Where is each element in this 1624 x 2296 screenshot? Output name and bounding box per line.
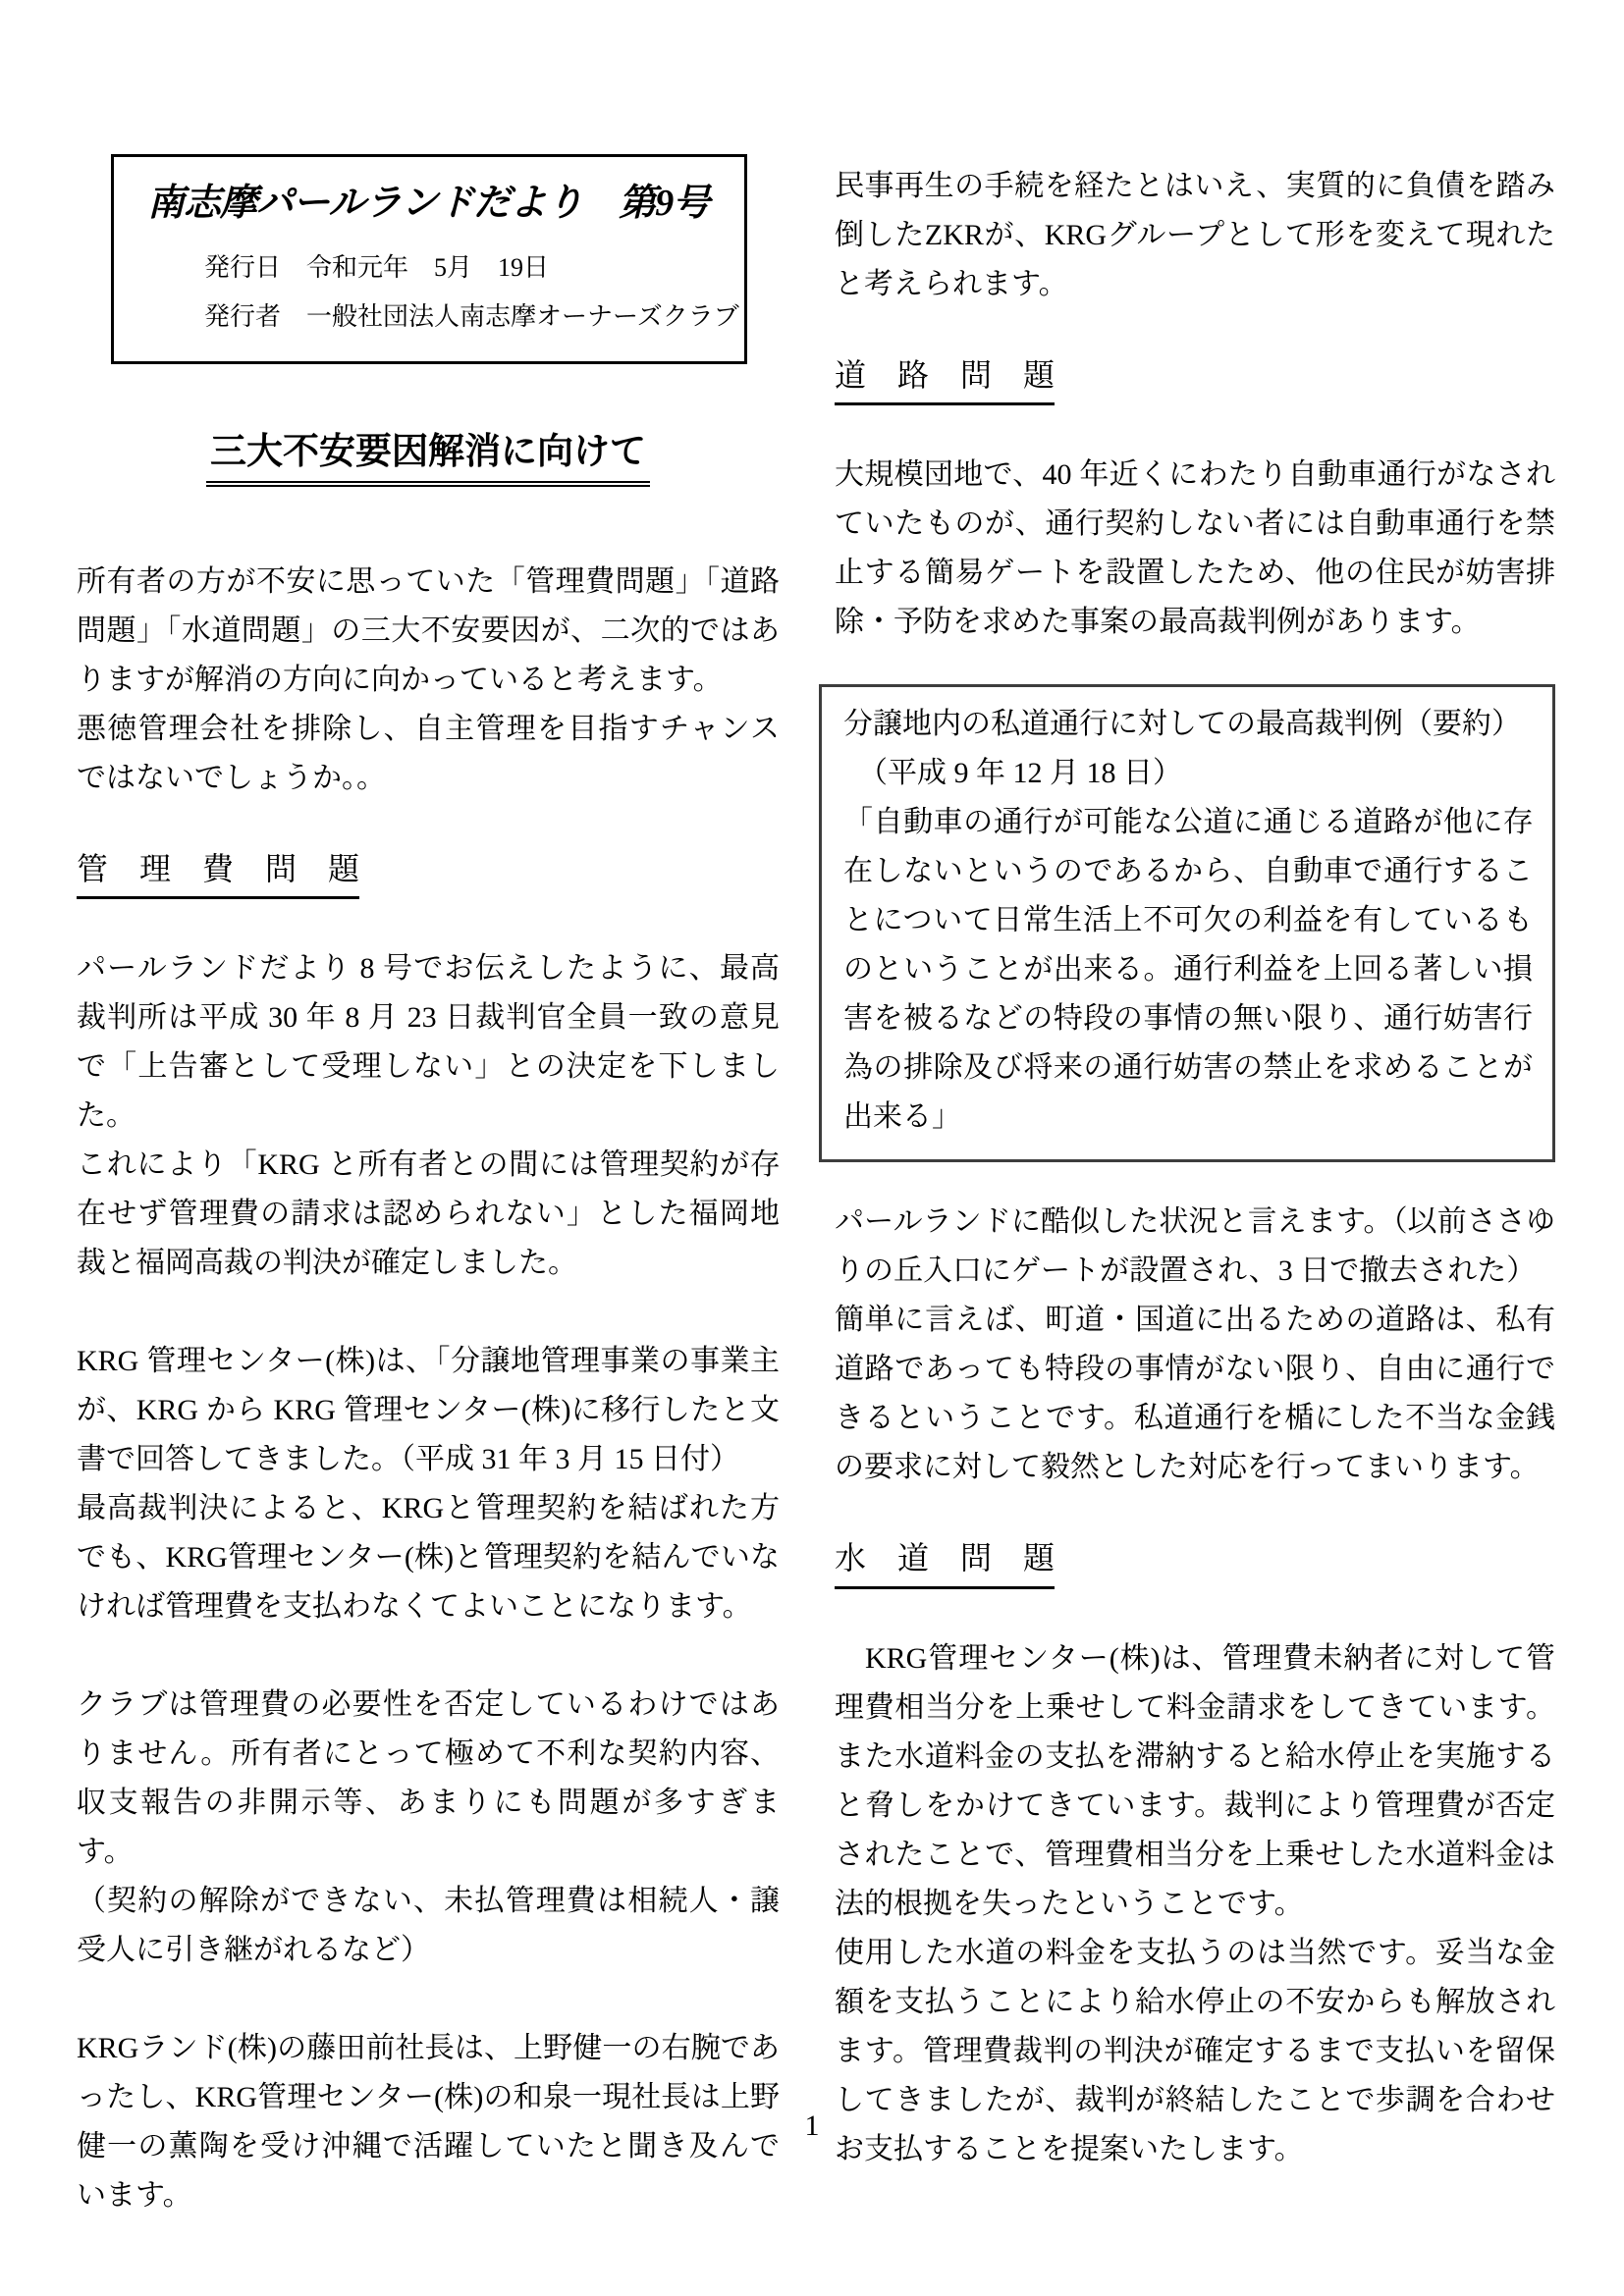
headline-container — [77, 429, 780, 487]
case-box-title: 分譲地内の私道通行に対しての最高裁判例（要約） — [843, 708, 1521, 741]
supreme-court-case-box — [819, 684, 1555, 1162]
section-heading-management-fee: 管 理 費 問 題 — [77, 850, 780, 899]
road-paragraph: パールランドに酷似した状況と言えます。（以前ささゆりの丘入口にゲートが設置され、3 日で撤去された） — [835, 1205, 1555, 1288]
intro-paragraph: 所有者の方が不安に思っていた「管理費問題」「道路問題」「水道問題」の三大不安要因が、二次的ではありますが解消の方向に向かっていると考えます。 — [77, 564, 780, 696]
zkr-paragraph: 民事再生の手続を経たとはいえ、実質的に負債を踏み倒したZKRが、KRGグループとして形を変えて現れたと考えられます。 — [835, 170, 1555, 300]
management-fee-paragraph: （契約の解除ができない、未払管理費は相続人・譲受人に引き継がれるなど） — [77, 1884, 780, 1966]
section-heading-road: 道 路 問 題 — [835, 356, 1555, 405]
issue-date-line — [147, 243, 729, 293]
issue-date-value: 令和元年 5月 19日 — [306, 252, 550, 282]
issue-date-label: 発行日 — [204, 252, 282, 282]
section-heading-water: 水 道 問 題 — [835, 1539, 1555, 1588]
water-paragraph: 使用した水道の料金を支払うのは当然です。妥当な金額を支払うことにより給水停止の不安からも解放されます。管理費裁判の判決が確定するまで支払いを留保してきましたが、裁判が終結したことで歩調を合わせお支払することを提案いたします。 — [835, 1936, 1555, 2165]
management-fee-paragraph: パールランドだより 8 号でお伝えしたように、最高裁判所は平成 30 年 8 月 23 日裁判官全員一致の意見で「上告審として受理しない」との決定を下しました。 — [77, 951, 780, 1132]
publisher-label: 発行者 — [204, 301, 282, 331]
management-fee-paragraph: 最高裁判決によると、KRGと管理契約を結ばれた方でも、KRG管理センター(株)と管理契約を結んでいなければ管理費を支払わなくてよいことになります。 — [77, 1491, 780, 1623]
road-paragraph: 大規模団地で、40 年近くにわたり自動車通行がなされていたものが、通行契約しない者には自動車通行を禁止する簡易ゲートを設置したため、他の住民が妨害排除・予防を求めた事案の最高裁判例があります。 — [835, 458, 1555, 639]
publisher-line — [147, 293, 739, 342]
road-paragraph: 簡単に言えば、町道・国道に出るための道路は、私有道路であっても特段の事情がない限り、自由に通行できるということです。私道通行を楯にした不当な金銭の要求に対して毅然とした対応を行ってまいります。 — [835, 1304, 1555, 1484]
newsletter-title: 南志摩パールランドだより 第9号 — [147, 183, 710, 224]
management-fee-paragraph: クラブは管理費の必要性を否定しているわけではありません。所有者にとって極めて不利な契約内容、収支報告の非開示等、あまりにも問題が多すぎます。 — [77, 1687, 780, 1868]
left-column — [77, 154, 780, 2220]
management-fee-paragraph: KRGランド(株)の藤田前社長は、上野健一の右腕であったし、KRG管理センター(株)の和泉一現社長は上野健一の薫陶を受け沖縄で活躍していたと聞き及んでいます。 — [77, 2031, 780, 2212]
management-fee-paragraph: これにより「KRG と所有者との間には管理契約が存在せず管理費の請求は認められない」とした福岡地裁と福岡高裁の判決が確定しました。 — [77, 1148, 780, 1279]
main-headline: 三大不安要因解消に向けて — [206, 429, 650, 487]
case-box-body: 「自動車の通行が可能な公道に通じる道路が他に存在しないというのであるから、自動車で通行することについて日常生活上不可欠の利益を有しているものということが出来る。通行利益を上回る著しい損害を被るなどの特段の事情の無い限り、通行妨害行為の排除及び将来の通行妨害の禁止を求めることが出来る」 — [843, 806, 1533, 1134]
masthead-box — [111, 154, 747, 364]
intro-paragraph: 悪徳管理会社を排除し、自主管理を目指すチャンスではないでしょうか。。 — [77, 712, 780, 794]
case-box-date: （平成 9 年 12 月 18 日） — [843, 757, 1182, 790]
water-paragraph: KRG管理センター(株)は、管理費未納者に対して管理費相当分を上乗せして料金請求をしてきています。また水道料金の支払を滞納すると給水停止を実施すると脅しをかけてきています。裁判により管理費が否定されたことで、管理費相当分を上乗せした水道料金は法的根拠を失ったということです。 — [835, 1641, 1555, 1920]
publisher-value: 一般社団法人南志摩オーナーズクラブ — [306, 301, 739, 331]
right-column — [835, 154, 1555, 2174]
management-fee-paragraph: KRG 管理センター(株)は、「分譲地管理事業の事業主が、KRG から KRG 管理センター(株)に移行したと文書で回答してきました。（平成 31 年 3 月 15 日付） — [77, 1344, 780, 1475]
page-number: 1 — [804, 2109, 820, 2142]
